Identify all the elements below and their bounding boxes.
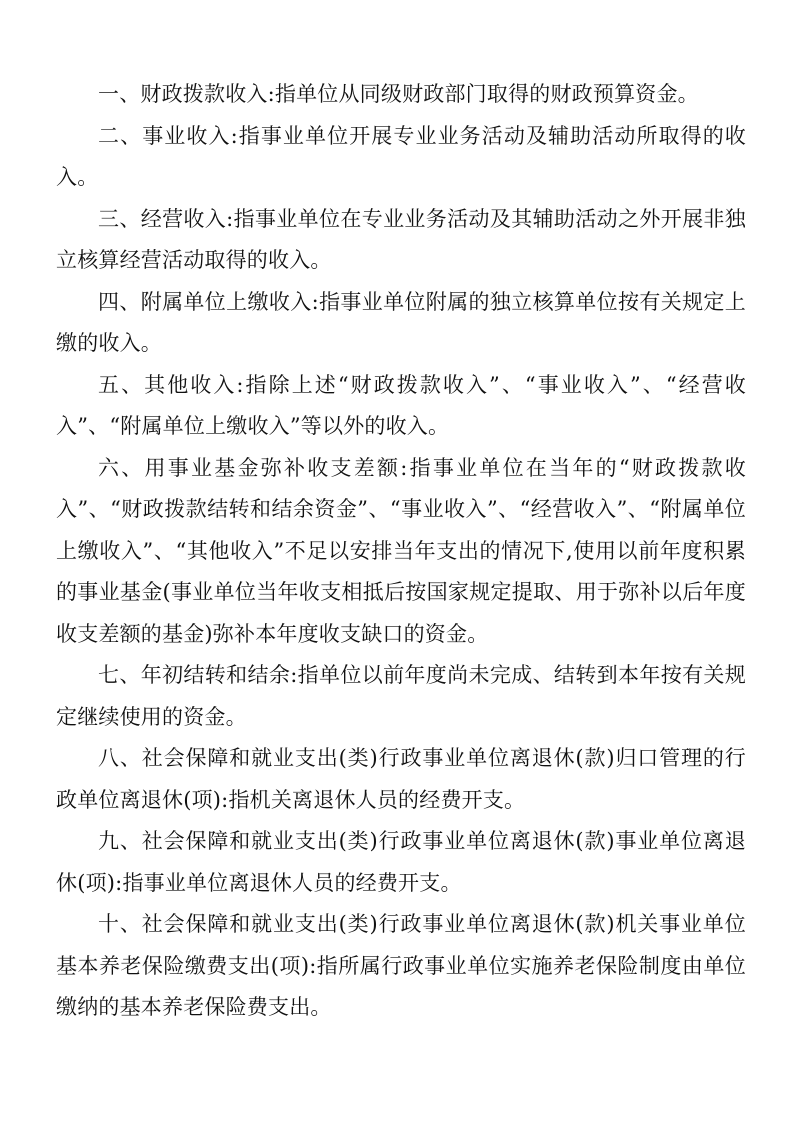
document-body xyxy=(56,74,746,1029)
paragraph-9: 九、社会保障和就业支出(类)行政事业单位离退休(款)事业单位离退休(项):指事业单位离退休人员的经费开支。 xyxy=(56,829,746,895)
paragraph-8: 八、社会保障和就业支出(类)行政事业单位离退休(款)归口管理的行政单位离退休(项):指机关离退休人员的经费开支。 xyxy=(56,746,746,812)
paragraph-10: 十、社会保障和就业支出(类)行政事业单位离退休(款)机关事业单位基本养老保险缴费支出(项):指所属行政事业单位实施养老保险制度由单位缴纳的基本养老保险费支出。 xyxy=(56,912,746,1019)
paragraph-1: 一、财政拨款收入:指单位从同级财政部门取得的财政预算资金。 xyxy=(98,82,699,106)
paragraph-6: 六、用事业基金弥补收支差额:指事业单位在当年的“财政拨款收入”、“财政拨款结转和结余资金”、“事业收入”、“经营收入”、“附属单位上缴收入”、“其他收入”不足以安排当年支出的情况下,使用以前年度积累的事业基金(事业单位当年收支相抵后按国家规定提取、用于弥补以后年度收支差额的基金)弥补本年度收支缺口的资金。 xyxy=(56,455,746,646)
paragraph-7: 七、年初结转和结余:指单位以前年度尚未完成、结转到本年按有关规定继续使用的资金。 xyxy=(56,663,746,729)
paragraph-4: 四、附属单位上缴收入:指事业单位附属的独立核算单位按有关规定上缴的收入。 xyxy=(56,289,746,355)
paragraph-5: 五、其他收入:指除上述“财政拨款收入”、“事业收入”、“经营收入”、“附属单位上缴收入”等以外的收入。 xyxy=(56,372,746,438)
paragraph-3: 三、经营收入:指事业单位在专业业务活动及其辅助活动之外开展非独立核算经营活动取得的收入。 xyxy=(56,206,746,272)
paragraph-2: 二、事业收入:指事业单位开展专业业务活动及辅助活动所取得的收入。 xyxy=(56,123,746,189)
